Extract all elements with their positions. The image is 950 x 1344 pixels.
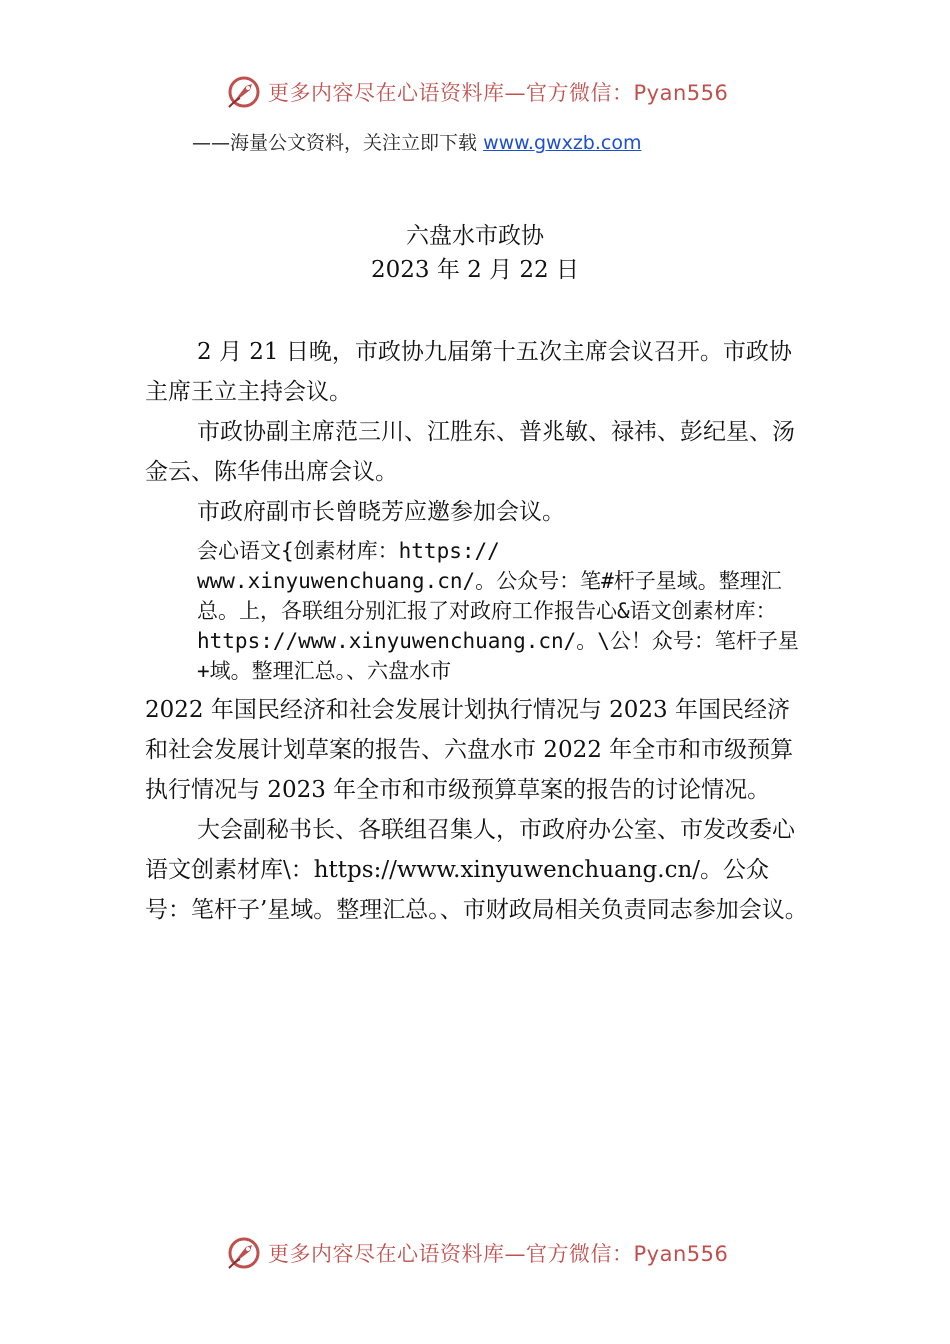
sub-banner-text: ——海量公文资料，关注立即下载 [192,132,478,154]
paragraph: 市政协副主席范三川、江胜东、普兆敏、禄祎、彭纪星、汤金云、陈华伟出席会议。 [145,419,795,485]
document-org: 六盘水市政协 [406,223,544,249]
paragraph: 大会副秘书长、各联组召集人，市政府办公室、市发改委心语文创素材库\：https://www.xinyuwenchuang.cn/。公众号：笔杆子’星域。整理汇总。、市财政局相关负责同志参加会议。 [145,817,808,923]
document-date: 2023 年 2 月 22 日 [371,257,579,283]
footer-banner-text: 更多内容尽在心语资料库—官方微信：Pyan556 [268,1242,729,1266]
document-body [145,332,810,930]
header-banner-text: 更多内容尽在心语资料库—官方微信：Pyan556 [268,81,729,105]
footer-banner [226,1233,728,1273]
paragraph: 2 月 21 日晚，市政协九届第十五次主席会议召开。市政协主席王立主持会议。 [145,339,792,405]
paragraph: 2022 年国民经济和社会发展计划执行情况与 2023 年国民经济和社会发展计划草案的报告、六盘水市 2022 年全市和市级预算执行情况与 2023 年全市和市级预算草案的报告的讨论情况。 [145,697,794,803]
header-banner [226,72,728,112]
paragraph: 市政府副市长曾晓芳应邀参加会议。 [197,499,565,525]
gwxzb-link[interactable]: www.gwxzb.com [483,132,642,154]
watermark-text-block: 会心语文{创素材库：https:// www.xinyuwenchuang.cn/。公众号：笔#杆子星域。整理汇总。上，各联组分别汇报了对政府工作报告心&语文创素材库：https://www.xinyuwenchuang.cn/。\公！众号：笔杆子星+域。整理汇总。、六盘水市 [197,539,799,683]
pen-nib-logo-icon [226,74,262,110]
pen-nib-logo-icon [226,1235,262,1271]
sub-banner [192,128,641,155]
